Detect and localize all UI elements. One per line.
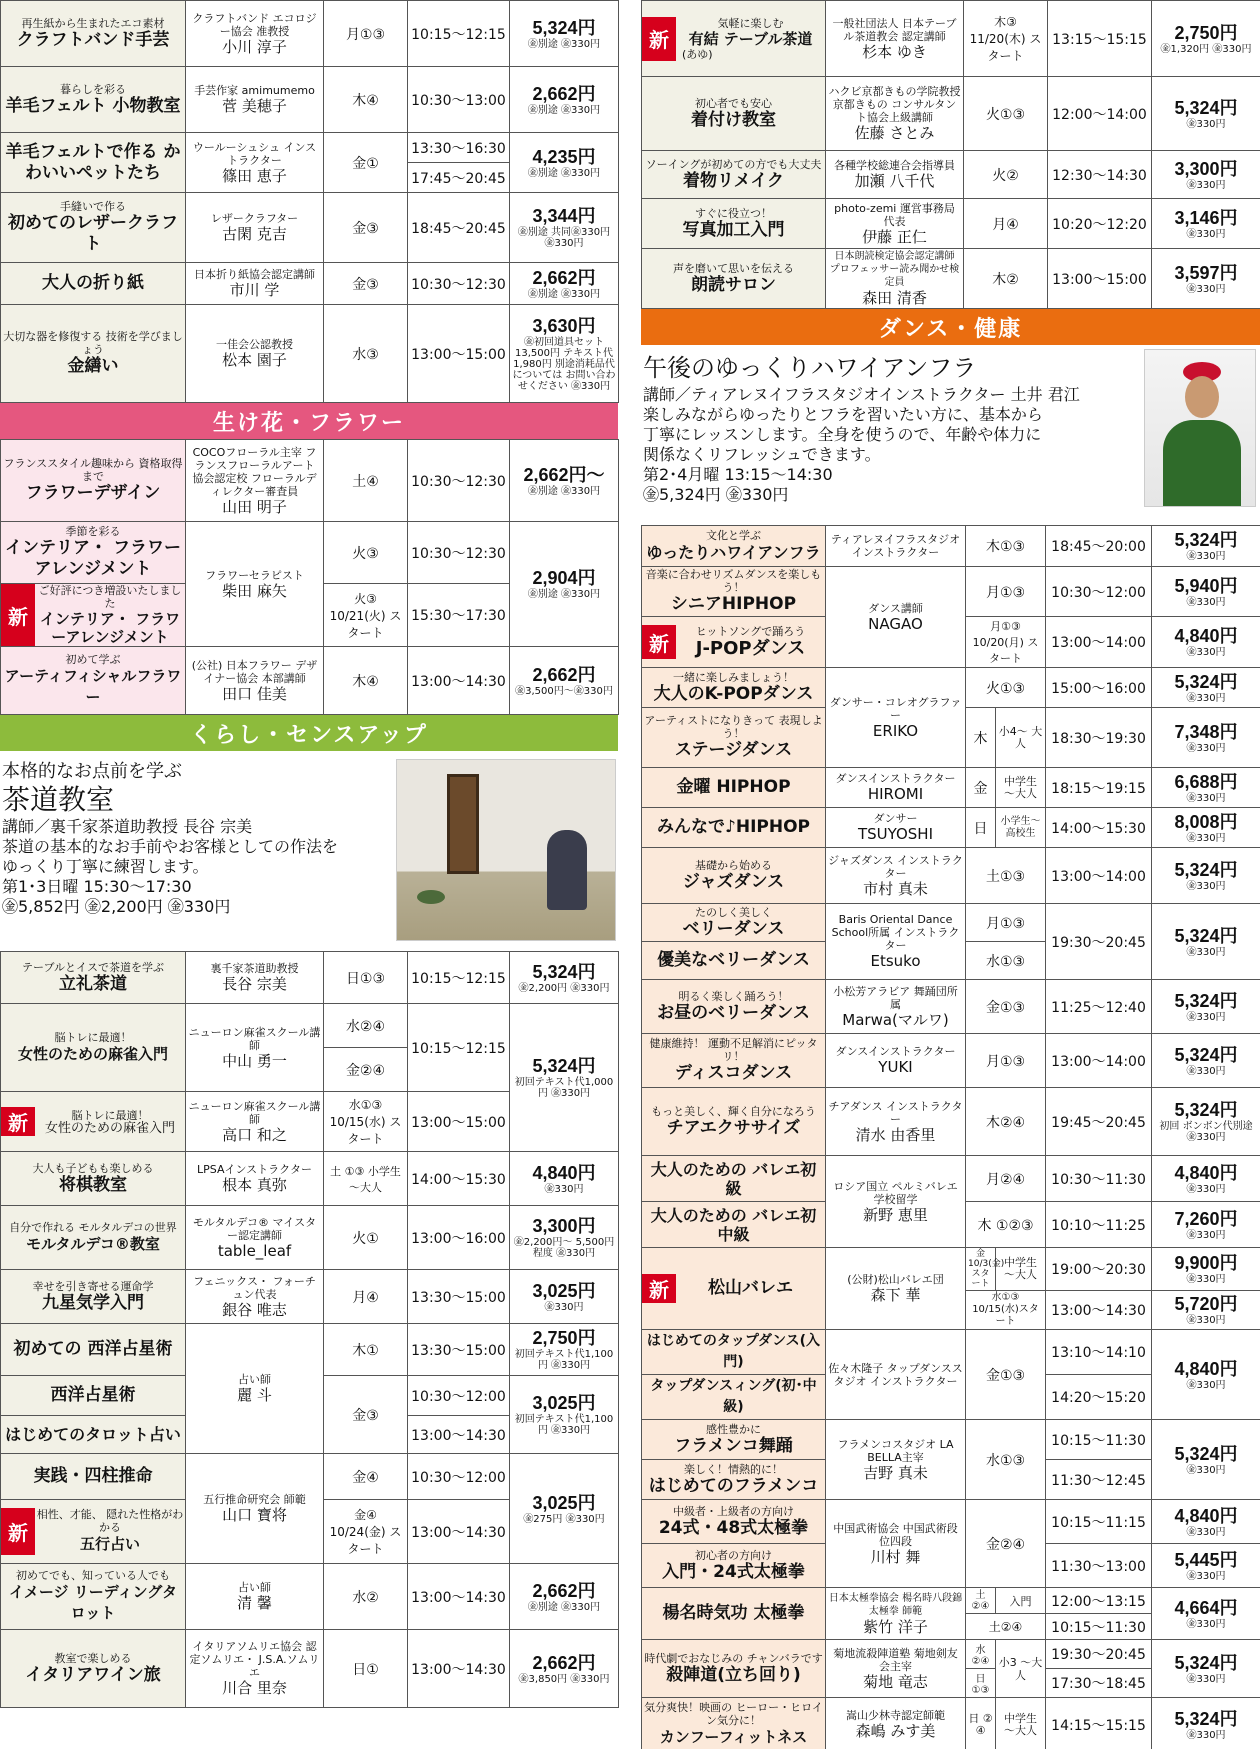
flower-arrangement (417, 890, 445, 904)
table-row: 大人の折り紙 日本折り紙協会認定講師 市川 学 金③ 10:30～12:30 2,662円 ㊎別途 ㊎330円 (1, 263, 619, 305)
table-row: 気分爽快！映画の ヒーロー・ヒロイン気分に！ カンフーフィットネス 嵩山少林寺認定師範 森嶋 みす美 日 ② ④ 中学生 ～大人 14:15～15:15 5,324円 ㊎330円 (642, 1698, 1260, 1749)
table-row: 初めて学ぶ アーティフィシャルフラワー (公社) 日本フラワー デザイナー協会 本部講師 田口 佳美 木④ 13:00～14:30 2,662円 ㊎3,500円～㊎330円 (1, 647, 619, 715)
course-title: 金曜 HIPHOP (676, 777, 791, 797)
face (1185, 376, 1219, 418)
table-row: 幸せを引き寄せる運命学 九星気学入門 フェニックス・ フォーチュン代表 銀谷 唯志 月④ 13:30～15:00 3,025円 ㊎330円 (1, 1270, 619, 1324)
course-title: お昼のベリーダンス (657, 1002, 810, 1023)
course-title: 朗読サロン (691, 274, 776, 295)
section-band-dance: ダンス・健康 (641, 309, 1260, 345)
hula-feature: 午後のゆっくりハワイアンフラ 講師／ティアレヌイフラスタジオインストラクター 土井 君江 楽しみながらゆったりとフラを習いたい方に、基本から 丁寧にレッスンします。全身を使うので、年齢や体力に 関係なくリフレッシュできます。 第2･4月曜 13:15～14:30 ㊎5,324円 ㊎330円 (641, 345, 1260, 525)
course-title: 殺陣道(立ち回り) (666, 1664, 801, 1685)
course-title: 大人の折り紙 (42, 273, 144, 293)
table-row: もっと美しく、輝く自分になろう チアエクササイズ チアダンス インストラクター 清水 由香里 木②④ 19:45～20:45 5,324円 初回 ボンボン代別途 ㊎330円 (642, 1088, 1260, 1156)
course-table-dance (641, 525, 1260, 1749)
table-row: テーブルとイスで茶道を学ぶ 立礼茶道 裏千家茶道助教授 長谷 宗美 日①③ 10:15～12:15 5,324円 ㊎2,200円 ㊎330円 (1, 952, 619, 1004)
table-row: 大切な器を修復する 技術を学びましょう 金繕い 一佳会公認教授 松本 園子 水③ 13:00～15:00 3,630円 ㊎初回道具セット 13,500円 テキスト代1,980円 別途消耗品代については お問い合わせください ㊎330円 (1, 305, 619, 403)
table-row: タップダンスィング(初･中級) 14:20～15:20 (642, 1375, 1260, 1420)
course-title: 女性のための麻雀入門 (44, 1120, 175, 1136)
table-row: 羊毛フェルトで作る かわいいペットたち ウールーシュシュ インストラクター 篠田 恵子 金① 13:30～16:30 4,235円 ㊎別途 ㊎330円 (1, 133, 619, 163)
table-row: 季節を彩る インテリア・ フラワーアレンジメント フラワーセラピスト 柴田 麻矢 火③ 10:30～12:30 2,904円 ㊎別途 ㊎330円 (1, 522, 619, 584)
course-table-crafts (0, 0, 619, 403)
tea-feature: 本格的なお点前を学ぶ 茶道教室 講師／裏千家茶道助教授 長谷 宗美 茶道の基本的なお手前やお客様としての作法を ゆっくり丁寧に練習します。 第1･3日曜 15:30～17:30 ㊎5,852円 ㊎2,200円 ㊎330円 (0, 751, 618, 951)
table-row: 基礎から始める ジャズダンス ジャズダンス インストラクター 市村 真未 土①③ 13:00～14:00 5,324円 ㊎330円 (642, 848, 1260, 904)
table-row: 時代劇でおなじみの チャンバラです 殺陣道(立ち回り) 菊地流殺陣道塾 菊地剣友会主宰 菊地 竜志 水②④ 小3 ～大人 19:30～20:45 5,324円 ㊎330円 (642, 1640, 1260, 1669)
section-band-kurashi: くらし・センスアップ (0, 715, 618, 751)
table-row: 優美なベリーダンス 水①③ (642, 942, 1260, 980)
course-title: 立礼茶道 (59, 973, 127, 994)
table-row: ソーイングが初めての方でも大丈夫 着物リメイク 各種学校総連合会指導員 加瀬 八千代 火② 12:30～14:30 3,300円 ㊎330円 (642, 151, 1260, 199)
table-row: 健康維持！ 運動不足解消にピッタリ！ ディスコダンス ダンスインストラクター YUKI 月①③ 13:00～14:00 5,324円 ㊎330円 (642, 1034, 1260, 1088)
course-title: ベリーダンス (682, 918, 785, 939)
table-row: 水①③ 10/15(水)スタート 13:00～14:30 5,720円 ㊎330円 (642, 1291, 1260, 1330)
table-row: 一緒に楽しみましょう！ 大人のK-POPダンス ダンサー・コレオグラファー ERIKO 火①③ 15:00～16:00 5,324円 ㊎330円 (642, 668, 1260, 708)
table-row: 新 相性、才能、 隠れた性格がわかる 五行占い 金④ 10/24(金) スタート 13:00～14:30 (1, 1500, 619, 1564)
table-row: 土②④ 10:15～11:30 (642, 1614, 1260, 1640)
table-row: 初めてでも、知っている人でも イメージ リーディングタロット 占い師 清 馨 水② 13:00～14:30 2,662円 ㊎別途 ㊎330円 (1, 1564, 619, 1630)
table-row: 楽しく！情熱的に！ はじめてのフラメンコ 11:30～12:45 (642, 1460, 1260, 1500)
table-row: 文化と学ぶ ゆったりハワイアンフラ ティアレヌイフラスタジオ インストラクター 木①③ 18:45～20:00 5,324円 ㊎330円 (642, 526, 1260, 567)
table-row: 大人のための バレエ初級 ロシア国立 ペルミバレエ学校留学 新野 恵里 月②④ 10:30～11:30 4,840円 ㊎330円 (642, 1156, 1260, 1202)
right-column (641, 0, 1260, 1749)
course-title: イメージ リーディングタロット (9, 1583, 177, 1622)
new-badge: 新 (642, 1274, 676, 1303)
course-title: フラメンコ舞踊 (674, 1435, 793, 1456)
table-row: 初めての 西洋占星術 占い師 麗 斗 木① 13:30～15:00 2,750円 初回テキスト代1,100円 ㊎330円 (1, 1324, 619, 1376)
scroll-hanging (447, 774, 479, 874)
table-row: 手縫いで作る 初めてのレザークラフト レザークラフター 古閑 克吉 金③ 18:45～20:45 3,344円 ㊎別途 共同㊎330円 ㊎330円 (1, 193, 619, 263)
new-badge: 新 (1, 1107, 35, 1136)
table-row: はじめてのタロット占い 13:00～14:30 (1, 1416, 619, 1454)
table-row: フランススタイル趣味から 資格取得まで フラワーデザイン COCOフローラル主宰 フランスフローラルアート 協会認定校 フローラルディレクター審査員 山田 明子 土④ 10:30～12:30 2,662円～ ㊎別途 ㊎330円 (1, 440, 619, 522)
course-title: 五行占い (79, 1535, 140, 1553)
tea-ceremony-photo (396, 759, 616, 941)
course-title: 有結 テーブル茶道 (688, 29, 813, 48)
course-title: 羊毛フェルト 小物教室 (5, 95, 181, 116)
table-row: 金曜 HIPHOP ダンスインストラクター HIROMI 金 中学生 ～大人 18:15～19:15 6,688円 ㊎330円 (642, 768, 1260, 808)
course-title: 実践・四柱推命 (33, 1466, 153, 1486)
table-row: 初心者でも安心 着付け教室 ハクビ京都きもの学院教授 京都きもの コンサルタント協会上級講師 佐藤 さとみ 火①③ 12:00～14:00 5,324円 ㊎330円 (642, 77, 1260, 151)
table-row: 音楽に合わせリズムダンスを楽しもう！ シニアHIPHOP ダンス講師 NAGAO 月①③ 10:30～12:00 5,940円 ㊎330円 (642, 567, 1260, 617)
table-row: 教室で楽しめる イタリアワイン旅 イタリアソムリエ協会 認定ソムリエ・ J.S.A.ソムリエ 川合 里奈 日① 13:00～14:30 2,662円 ㊎3,850円 ㊎330円 (1, 1630, 619, 1708)
course-title: タップダンスィング(初･中級) (650, 1378, 817, 1415)
course-title: ゆったりハワイアンフラ (646, 543, 821, 562)
table-row: みんなで♪HIPHOP ダンサー TSUYOSHI 日 小学生～ 高校生 14:00～15:30 8,008円 ㊎330円 (642, 808, 1260, 848)
course-title: インテリア・ フラワーアレンジメント (5, 538, 181, 579)
feature-title: 午後のゆっくりハワイアンフラ (643, 354, 977, 382)
course-title: 写真加工入門 (682, 219, 785, 240)
course-table-kimono (641, 0, 1260, 309)
course-title: 西洋占星術 (50, 1385, 136, 1405)
table-row: 金②④ (1, 1048, 619, 1092)
table-row: 暮らしを彩る 羊毛フェルト 小物教室 手芸作家 amimumemo 菅 美穂子 木④ 10:30～13:00 2,662円 ㊎別途 ㊎330円 (1, 67, 619, 133)
table-row: 明るく楽しく踊ろう！ お昼のベリーダンス 小松芳アラビア 舞踊団所属 Marwa(マルワ) 金①③ 11:25～12:40 5,324円 ㊎330円 (642, 980, 1260, 1034)
new-badge: 新 (1, 1508, 35, 1555)
course-title: みんなで♪HIPHOP (657, 817, 810, 837)
course-title: 大人のための バレエ初中級 (650, 1205, 817, 1244)
course-title: 羊毛フェルトで作る かわいいペットたち (5, 141, 181, 183)
table-row: 新 ヒットソングで踊ろう J-POPダンス 月①③ 10/20(月) スタート 13:00～14:00 4,840円 ㊎330円 (642, 617, 1260, 668)
table-row: 感性豊かに フラメンコ舞踊 フラメンコスタジオ LA BELLA主宰 吉野 真未 水①③ 10:15～11:30 5,324円 ㊎330円 (642, 1420, 1260, 1460)
course-title: ディスコダンス (674, 1063, 793, 1083)
table-row: 楊名時気功 太極拳 日本太極拳協会 楊名時八段錦太極拳 師範 紫竹 洋子 土 ②④ 入門 12:00～13:15 4,664円 ㊎330円 (642, 1588, 1260, 1614)
course-title: はじめてのフラメンコ (648, 1475, 819, 1496)
course-title: チアエクササイズ (666, 1117, 801, 1138)
course-title: ジャズダンス (682, 871, 785, 892)
new-badge: 新 (1, 584, 35, 646)
green-dress (1163, 420, 1241, 507)
course-title: カンフーフィットネス (659, 1728, 808, 1746)
course-title: J-POPダンス (695, 638, 806, 659)
course-table-flower (0, 439, 619, 715)
course-title: 大人のK-POPダンス (653, 683, 814, 704)
new-badge: 新 (642, 17, 676, 61)
table-row: 実践・四柱推命 五行推命研究会 師範 山口 寶将 金④ 10:30～12:00 3,025円 ㊎275円 ㊎330円 (1, 1454, 619, 1500)
hula-instructor-photo (1144, 349, 1256, 507)
table-row: 声を磨いて思いを伝える 朗読サロン 日本朗読検定協会認定講師 プロフェッサー読み聞かせ検定員 森田 清香 木② 13:00～15:00 3,597円 ㊎330円 (642, 249, 1260, 309)
feature-title: 茶道教室 (2, 783, 115, 816)
table-row: 再生紙から生まれたエコ素材 クラフトバンド手芸 クラフトバンド エコロジー協会 准教授 小川 淳子 月①③ 10:15～12:15 5,324円 ㊎別途 ㊎330円 (1, 1, 619, 67)
section-band-flower: 生け花・フラワー (0, 403, 618, 439)
course-table-kurashi (0, 951, 619, 1708)
table-row: 新 気軽に楽しむ 有結 テーブル茶道 (あゆ) 一般社団法人 日本テーブル茶道教会 認定講師 杉本 ゆき 木③ 11/20(木) スタート 13:15～15:15 2,750円 ㊎1,320円 ㊎330円 (642, 1, 1260, 77)
table-row: 中級者・上級者の方向け 24式・48式太極拳 中国武術協会 中国武術段位四段 川村 舞 金②④ 10:15～11:15 4,840円 ㊎330円 (642, 1500, 1260, 1544)
table-row: 自分で作れる モルタルデコの世界 モルタルデコ®教室 モルタルデコ® マイスター認定講師 table_leaf 火① 13:00～16:00 3,300円 ㊎2,200円～ 5,500円程度 ㊎330円 (1, 1206, 619, 1270)
left-column (0, 0, 618, 1708)
course-title: モルタルデコ®教室 (26, 1234, 160, 1253)
course-title: アーティフィシャルフラワー (4, 667, 182, 706)
course-title: はじめてのタロット占い (5, 1425, 181, 1444)
table-row: 新 ご好評につき増設いたしました インテリア・ フラワーアレンジメント 火③ 10/21(火) スタート 15:30～17:30 (1, 584, 619, 647)
course-title: 入門・24式太極拳 (662, 1561, 805, 1582)
course-title: 楊名時気功 太極拳 (662, 1603, 805, 1623)
course-title: イタリアワイン旅 (25, 1664, 161, 1685)
table-row: アーティストになりきって 表現しよう！ ステージダンス 木 小4～ 大人 18:30～19:30 7,348円 ㊎330円 (642, 708, 1260, 768)
course-title: 金繕い (67, 356, 119, 376)
course-title: 24式・48式太極拳 (658, 1517, 809, 1538)
table-row: 新 脳トレに最適！ 女性のための麻雀入門 ニューロン麻雀スクール講師 高口 和之 水①③ 10/15(水) スタート 13:00～15:00 (1, 1092, 619, 1152)
course-title: 女性のための麻雀入門 (17, 1044, 168, 1063)
course-title: シニアHIPHOP (670, 594, 797, 614)
course-title: 着物リメイク (683, 170, 784, 191)
table-row: たのしく美しく ベリーダンス Baris Oriental Dance School所属 インストラクター Etsuko 月①③ 19:30～20:45 5,324円 ㊎330円 (642, 904, 1260, 942)
course-title: 優美なベリーダンス (657, 950, 810, 970)
course-title: 松山バレエ (708, 1278, 793, 1298)
table-row: 新 松山バレエ (公財)松山バレエ団 森下 華 金 10/3(金) スタート 中学生 ～大人 19:00～20:30 9,900円 ㊎330円 (642, 1248, 1260, 1291)
table-row: 脳トレに最適！ 女性のための麻雀入門 ニューロン麻雀スクール講師 中山 勇一 水②④ 10:15～12:15 5,324円 初回テキスト代1,000円 ㊎330円 (1, 1004, 619, 1048)
person-figure (547, 830, 587, 910)
course-title: ステージダンス (674, 740, 793, 760)
course-title: 初めてのレザークラフト (8, 213, 178, 254)
table-row: すぐに役立つ！ 写真加工入門 photo-zemi 運営事務局 代表 伊藤 正仁 月④ 10:20～12:20 3,146円 ㊎330円 (642, 199, 1260, 249)
table-row: 初心者の方向け 入門・24式太極拳 11:30～13:00 5,445円 ㊎330円 (642, 1544, 1260, 1588)
course-title: はじめてのタップダンス(入門) (646, 1333, 821, 1370)
table-row: 大人も子どもも楽しめる 将棋教室 LPSAインストラクター 根本 真弥 土 ①③ 小学生 ～大人 14:00～15:30 4,840円 ㊎330円 (1, 1152, 619, 1206)
table-row: 西洋占星術 金③ 10:30～12:00 3,025円 初回テキスト代1,100円 ㊎330円 (1, 1376, 619, 1416)
course-title: 九星気学入門 (42, 1292, 144, 1313)
course-title: フラワーデザイン (25, 483, 161, 503)
table-row: はじめてのタップダンス(入門) 佐々木隆子 タップダンススタジオ インストラクター 金①③ 13:10～14:10 4,840円 ㊎330円 (642, 1330, 1260, 1375)
course-title: 初めての 西洋占星術 (13, 1339, 173, 1359)
course-title: インテリア・ フラワーアレンジメント (39, 610, 181, 646)
course-title: クラフトバンド手芸 (16, 29, 170, 50)
table-row: 17:45～20:45 (1, 163, 619, 193)
table-row: 大人のための バレエ初中級 木 ①②③ 10:10～11:25 7,260円 ㊎330円 (642, 1202, 1260, 1248)
table-row: 日①③ 17:30～18:45 (642, 1669, 1260, 1698)
course-title: 大人のための バレエ初級 (650, 1159, 817, 1198)
course-title: 将棋教室 (59, 1174, 127, 1195)
new-badge: 新 (642, 625, 676, 659)
course-title: 着付け教室 (691, 109, 776, 130)
